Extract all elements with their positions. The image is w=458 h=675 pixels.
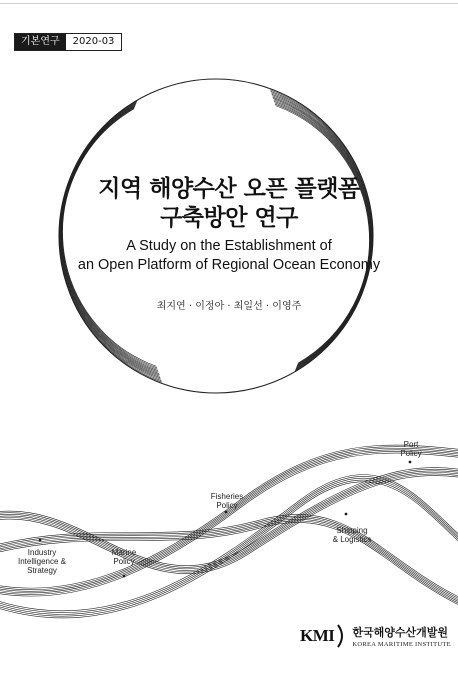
title-korean-line1: 지역 해양수산 오픈 플랫폼 [98, 176, 360, 202]
logo-wave-icon [336, 624, 346, 648]
label-fisheries-policy: Fisheries Policy [210, 492, 244, 510]
series-code: 2020-03 [66, 34, 122, 50]
label-marine-policy: Marine Policy [111, 548, 137, 566]
kmi-logo [300, 624, 451, 648]
kmi-abbr: KMI [300, 626, 335, 645]
label-port-policy: Port Policy [400, 440, 422, 458]
authors: 최지연 · 이정아 · 최일선 · 이영주 [156, 301, 302, 312]
network-node [123, 575, 126, 578]
network-node [409, 461, 412, 464]
institute-name-korean: 한국해양수산개발원 [352, 626, 449, 639]
series-label: 기본연구 [15, 34, 66, 50]
title-english-line2: an Open Platform of Regional Ocean Economy [77, 257, 381, 273]
label-shipping-logistics: Shipping & Logistics [332, 526, 372, 544]
title-english-line1: A Study on the Establishment of [126, 238, 332, 254]
title-korean-line2: 구축방안 연구 [160, 205, 298, 231]
network-node [39, 539, 42, 542]
institute-name-english: KOREA MARITIME INSTITUTE [352, 641, 451, 648]
network-node [345, 513, 348, 516]
network-node [225, 511, 228, 514]
label-industry-intelligence-strategy: Industry Intelligence & Strategy [17, 548, 67, 575]
